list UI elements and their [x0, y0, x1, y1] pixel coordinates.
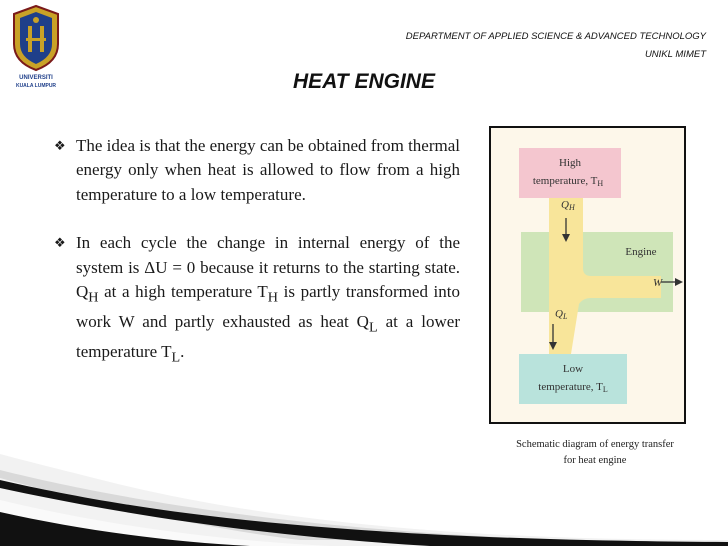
bullet-text-1: The idea is that the energy can be obtained from thermal energy only when heat is allowed to flow from a high temperature to a low temperature. [76, 136, 460, 204]
qh-label: QH [561, 199, 575, 212]
campus-name: UNIKL MIMET [644, 49, 706, 60]
caption-line-2: for heat engine [563, 455, 627, 466]
diamond-bullet-icon: ❖ [54, 235, 66, 251]
work-label: W [653, 277, 663, 289]
ql-label: QL [555, 308, 568, 321]
bullet-text-2: In each cycle the change in internal energy of the system is ΔU = 0 because it returns to the starting state. $Q_H$ at a high temperature $T_H$ is partly transformed into work W and partly exhausted as heat $Q_L$ at a lower temperature $T_L$. [76, 233, 461, 366]
slide-title: HEAT ENGINE [293, 70, 435, 93]
diamond-bullet-icon: ❖ [54, 138, 66, 153]
hot-label-1: High [559, 157, 581, 169]
department-name: DEPARTMENT OF APPLIED SCIENCE & ADVANCED TECHNOLOGY [405, 31, 706, 42]
cold-label-2: temperature, TL [538, 381, 608, 394]
logo-text-line1: UNIVERSITI [19, 75, 53, 81]
engine-label: Engine [625, 246, 657, 258]
hot-label-2: temperature, TH [532, 175, 604, 188]
logo-text-line2: KUALA LUMPUR [15, 83, 57, 89]
cold-label-1: Low [562, 363, 584, 375]
caption-line-1: Schematic diagram of energy transfer [516, 439, 674, 450]
delta-u: ΔU = 0 [144, 257, 196, 277]
